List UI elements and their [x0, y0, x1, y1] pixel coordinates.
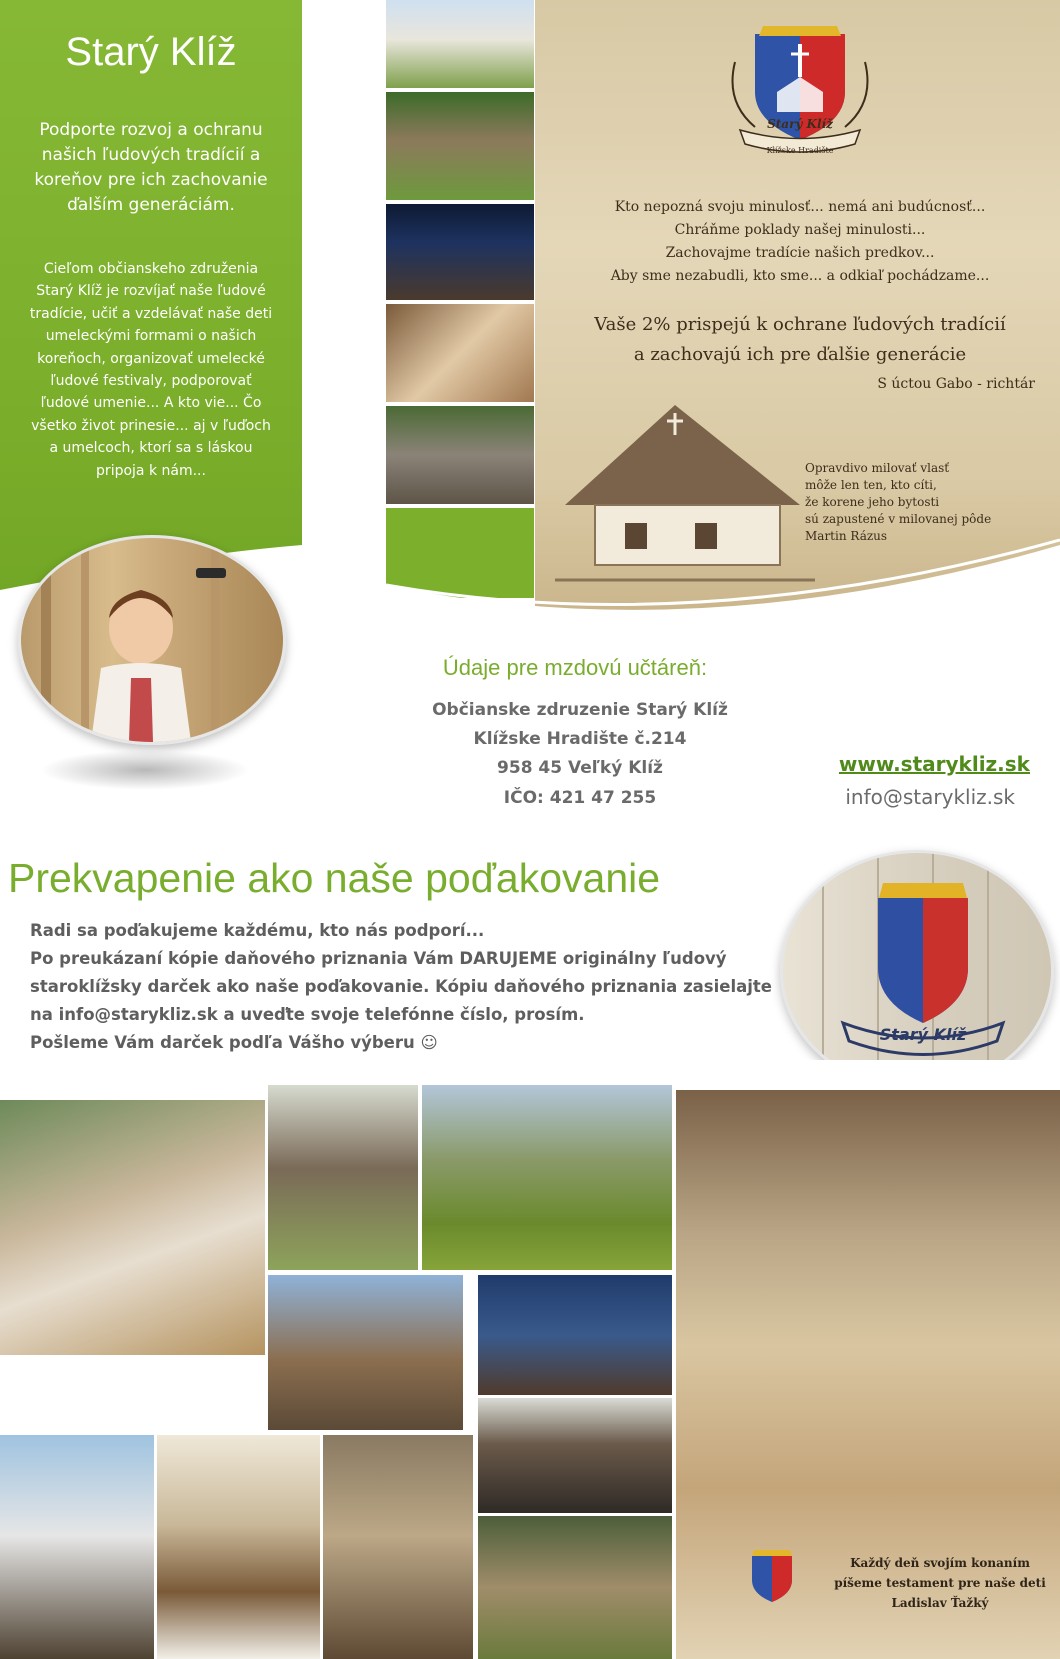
appeal-line: a zachovajú ich pre ďalšie generácie [633, 344, 967, 365]
poster-signature: S úctou Gabo - richtár [877, 376, 1035, 392]
sidebar-title: Starý Klíž [65, 30, 237, 74]
sign-text: Starý Klíž [879, 1025, 967, 1044]
thanks-line: Radi sa poďakujeme každému, kto nás podporí... [30, 921, 485, 940]
email-link[interactable]: info@starykliz.sk [845, 785, 1015, 809]
accounting-line: Klížske Hradište č.214 [473, 729, 687, 749]
accounting-line: 958 45 Veľký Klíž [497, 758, 663, 778]
quote-line: sú zapustené v milovanej pôde [805, 512, 992, 526]
motto-line: Zachovajme tradície našich predkov... [665, 245, 935, 261]
bottom-quote-author: Ladislav Ťažký [891, 1596, 989, 1610]
small-crest-icon [740, 1550, 804, 1608]
crest-subtitle: Klížske Hradište [766, 146, 834, 155]
photo-family-costumes [0, 1100, 265, 1355]
thanks-line: staroklížsky darček ako naše poďakovanie. Kópiu daňového priznania zasielajte [30, 977, 772, 996]
photo-old-man [0, 1435, 154, 1659]
child-illustration [21, 538, 283, 742]
website-link[interactable]: www.starykliz.sk [838, 752, 1030, 776]
accounting-title: Údaje pre mzdovú učtáreň: [442, 655, 708, 680]
sidebar-intro: Podporte rozvoj a ochranu našich ľudových tradícií a koreňov pre ich zachovanie ďalším generáciám. [34, 120, 268, 215]
thanks-body [30, 917, 772, 1057]
thanks-line: na info@starykliz.sk a uveďte svoje telefónne číslo, prosím. [30, 1005, 585, 1024]
appeal-line: Vaše 2% prispejú k ochrane ľudových tradícií [594, 314, 1006, 335]
bottom-quote-line: Každý deň svojím konaním [850, 1556, 1030, 1570]
motto-line: Chráňme poklady našej minulosti... [674, 222, 926, 238]
bottom-quote-line: píšeme testament pre naše deti [834, 1576, 1046, 1590]
photo-musicians [478, 1398, 672, 1513]
quote-line: že korene jeho bytosti [805, 495, 940, 509]
photo-village-landscape [422, 1085, 672, 1270]
quote-line: Opravdivo milovať vlasť [805, 461, 950, 475]
quote-author: Martin Rázus [805, 529, 888, 543]
thanks-title: Prekvapenie ako naše poďakovanie [8, 855, 661, 901]
photo-painted-sign [780, 850, 1054, 1091]
sidebar-body: Cieľom občianskeho združenia Starý Klíž je rozvíjať naše ľudové tradície, učiť a vzdelávať naše deti umeleckými formami o našich koreňoch, organizovať umelecké ľudové festivaly, podporovať ľudové umenie... A kto vie... Čo všetko život prinesie... aj v ľuďoch a umelcoch, ktorí sa s láskou pripoja k nám... [29, 261, 273, 479]
photo-dancer [323, 1435, 473, 1659]
quote-line: môže len ten, kto cíti, [805, 478, 937, 492]
photo-dining-room [157, 1435, 320, 1659]
motto-line: Aby sme nezabudli, kto sme... a odkiaľ pochádzame... [610, 268, 990, 284]
photo-path-cottage [478, 1516, 672, 1659]
photo-wooden-statue [268, 1275, 463, 1430]
photo-child-door [18, 535, 286, 745]
accounting-line: IČO: 421 47 255 [503, 788, 657, 808]
thanks-line: Pošleme Vám darček podľa Vášho výberu ☺ [30, 1033, 438, 1052]
circle-shadow [40, 750, 250, 790]
motto-line: Kto nepozná svoju minulosť... nemá ani budúcnosť... [614, 199, 986, 215]
accounting-line: Občianske zdruzenie Starý Klíž [432, 700, 728, 720]
painted-crest-icon [783, 853, 1051, 1088]
photo-evening-wagon [478, 1275, 672, 1395]
crest-name: Starý Klíž [767, 117, 833, 131]
thanks-line: Po preukázaní kópie daňového priznania Vám DARUJEME originálny ľudový [30, 949, 727, 968]
photo-woman-child-cart [268, 1085, 418, 1270]
bottom-quote [830, 1553, 1050, 1613]
